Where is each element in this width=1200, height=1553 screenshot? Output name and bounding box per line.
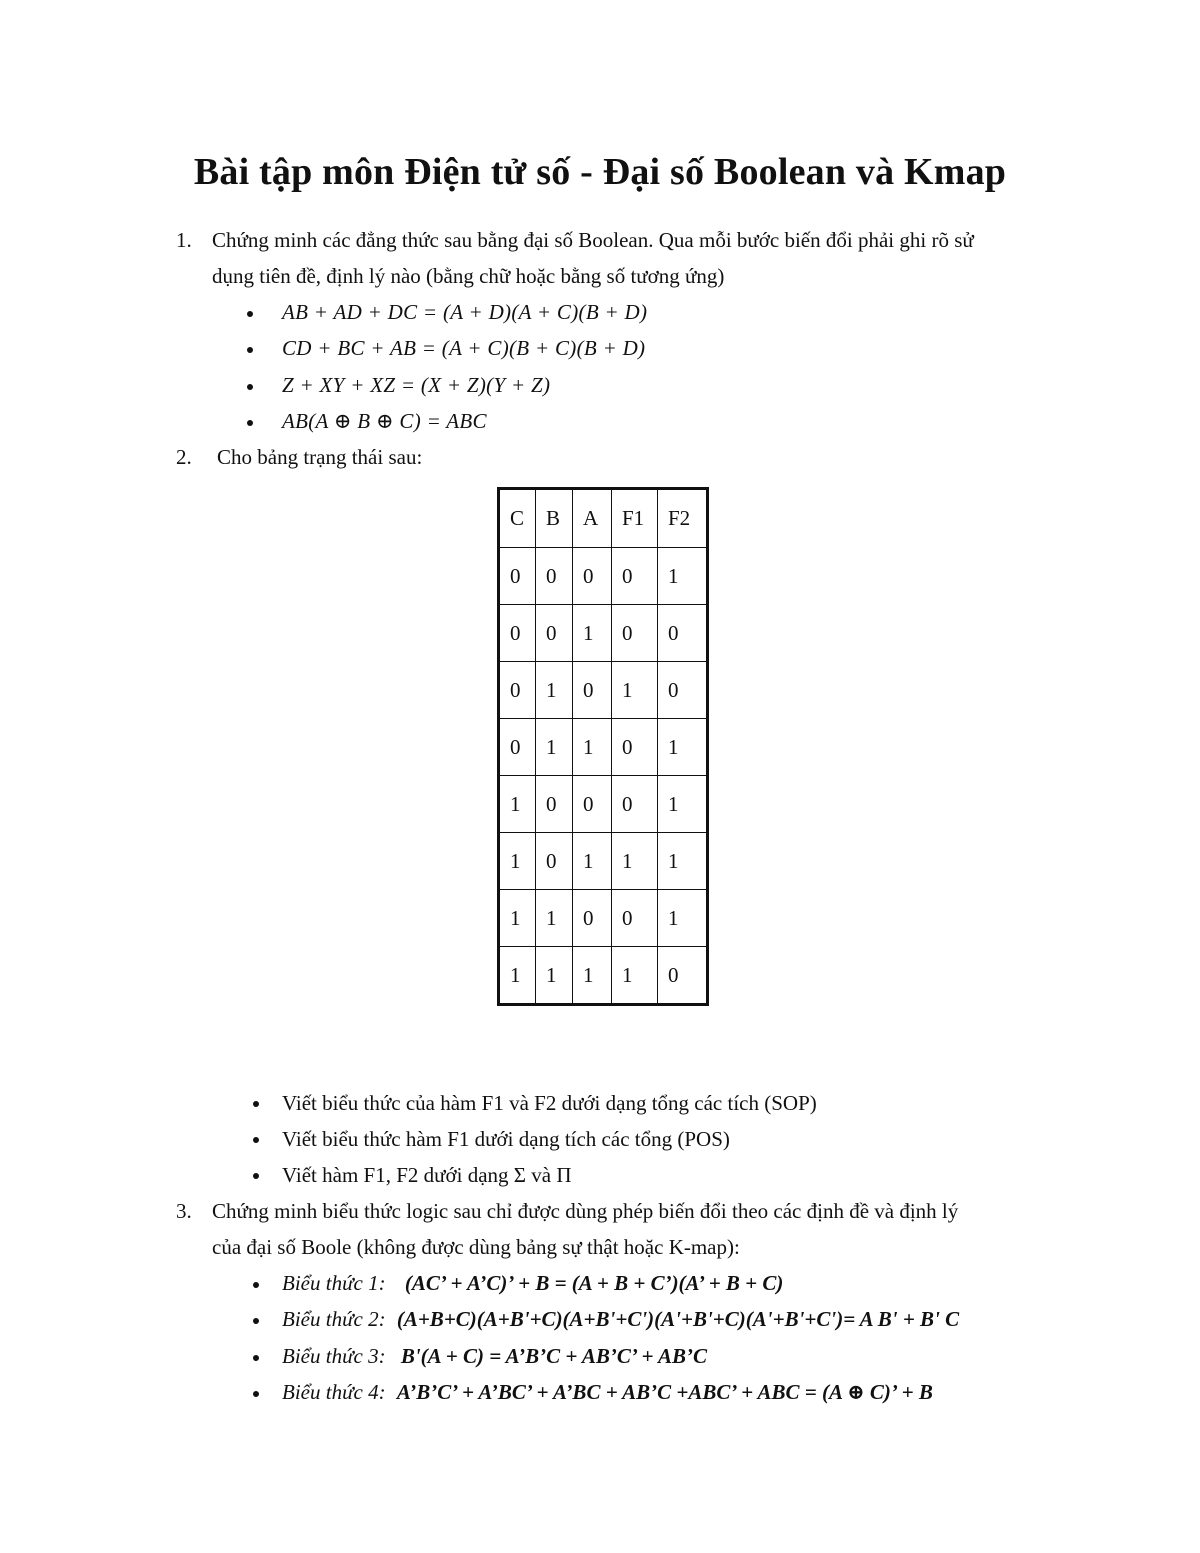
table-cell: 0 (536, 548, 573, 605)
bullet-icon (253, 1137, 259, 1143)
table-cell: 0 (658, 947, 708, 1005)
table-cell: 0 (612, 776, 658, 833)
table-cell: 1 (499, 890, 536, 947)
bullet-icon (253, 1391, 259, 1397)
table-row (499, 947, 708, 1005)
table-cell: 1 (536, 890, 573, 947)
table-row (499, 776, 708, 833)
bullet-icon (253, 1173, 259, 1179)
table-row (499, 548, 708, 605)
question-1-text-line2: dụng tiên đề, định lý nào (bằng chữ hoặc bằng số tương ứng) (212, 264, 725, 288)
table-cell: 0 (499, 719, 536, 776)
table-cell: 1 (573, 719, 612, 776)
table-cell: 1 (658, 833, 708, 890)
table-cell: 0 (499, 605, 536, 662)
table-cell: 1 (499, 947, 536, 1005)
table-cell: 1 (499, 833, 536, 890)
q3-expression-4-formula: A’B’C’ + A’BC’ + A’BC + AB’C +ABC’ + ABC = (A ⊕ C)’ + B (396, 1380, 933, 1404)
truth-table-header-row (499, 489, 708, 548)
table-cell: 0 (612, 890, 658, 947)
q3-expression-3-formula: B'(A + C) = A’B’C + AB’C’ + AB’C (400, 1344, 707, 1368)
table-row (499, 605, 708, 662)
table-cell: 0 (573, 662, 612, 719)
question-3-number: 3. (176, 1199, 192, 1223)
bullet-icon (253, 1318, 259, 1324)
q3-expression-1 (282, 1265, 783, 1301)
table-cell: 0 (536, 833, 573, 890)
table-cell: 0 (612, 605, 658, 662)
header-cell-a: A (573, 489, 612, 548)
table-cell: 1 (612, 947, 658, 1005)
header-cell-b: B (536, 489, 573, 548)
bullet-icon (247, 384, 253, 390)
q3-expression-3-label: Biểu thức 3: (282, 1344, 386, 1368)
q2-task-1: Viết biểu thức của hàm F1 và F2 dưới dạng tổng các tích (SOP) (282, 1091, 817, 1115)
table-cell: 1 (658, 890, 708, 947)
question-2-number: 2. (176, 445, 192, 469)
q3-expression-2-formula: (A+B+C)(A+B'+C)(A+B'+C')(A'+B'+C)(A'+B'+C')= A B' + B' C (396, 1307, 960, 1331)
table-cell: 1 (499, 776, 536, 833)
question-1-text-line1: Chứng minh các đẳng thức sau bằng đại số Boolean. Qua mỗi bước biến đổi phải ghi rõ sử (212, 228, 974, 252)
q3-expression-4-label: Biểu thức 4: (282, 1380, 386, 1404)
q1-identity-4: AB(A ⊕ B ⊕ C) = ABC (282, 409, 487, 433)
q3-expression-1-formula: (AC’ + A’C)’ + B = (A + B + C’)(A’ + B + C) (404, 1271, 784, 1295)
table-cell: 1 (573, 947, 612, 1005)
q1-identity-3: Z + XY + XZ = (X + Z)(Y + Z) (282, 373, 551, 397)
question-2-text: Cho bảng trạng thái sau: (217, 445, 423, 469)
table-cell: 0 (612, 719, 658, 776)
table-cell: 1 (573, 605, 612, 662)
table-cell: 0 (536, 605, 573, 662)
q3-expression-4 (282, 1374, 933, 1410)
q1-identity-1: AB + AD + DC = (A + D)(A + C)(B + D) (282, 300, 648, 324)
bullet-icon (247, 420, 253, 426)
header-cell-f1: F1 (612, 489, 658, 548)
q2-task-2: Viết biểu thức hàm F1 dưới dạng tích các tổng (POS) (282, 1127, 730, 1151)
q3-expression-2-label: Biểu thức 2: (282, 1307, 386, 1331)
table-row (499, 719, 708, 776)
question-3-text-line2: của đại số Boole (không được dùng bảng sự thật hoặc K-map): (212, 1235, 740, 1259)
table-cell: 1 (658, 719, 708, 776)
table-cell: 1 (536, 719, 573, 776)
table-cell: 1 (573, 833, 612, 890)
bullet-icon (253, 1101, 259, 1107)
question-1-number: 1. (176, 228, 192, 252)
q1-identity-2: CD + BC + AB = (A + C)(B + C)(B + D) (282, 336, 646, 360)
table-cell: 0 (573, 548, 612, 605)
table-cell: 1 (536, 662, 573, 719)
header-cell-f2: F2 (658, 489, 708, 548)
q3-expression-2 (282, 1301, 959, 1337)
table-cell: 0 (573, 776, 612, 833)
q2-task-3: Viết hàm F1, F2 dưới dạng Σ và Π (282, 1163, 572, 1187)
table-cell: 1 (658, 776, 708, 833)
table-cell: 0 (499, 662, 536, 719)
q3-expression-1-label: Biểu thức 1: (282, 1271, 386, 1295)
truth-table (497, 487, 709, 1006)
bullet-icon (253, 1282, 259, 1288)
table-cell: 1 (536, 947, 573, 1005)
q3-expression-3 (282, 1338, 707, 1374)
header-cell-c: C (499, 489, 536, 548)
table-cell: 1 (612, 833, 658, 890)
table-cell: 0 (612, 548, 658, 605)
bullet-icon (247, 311, 253, 317)
table-cell: 1 (658, 548, 708, 605)
table-cell: 0 (536, 776, 573, 833)
table-row (499, 662, 708, 719)
question-3-text-line1: Chứng minh biểu thức logic sau chỉ được dùng phép biến đổi theo các định đề và định lý (212, 1199, 959, 1223)
table-cell: 1 (612, 662, 658, 719)
table-cell: 0 (658, 662, 708, 719)
bullet-icon (253, 1355, 259, 1361)
table-row (499, 833, 708, 890)
table-row (499, 890, 708, 947)
table-cell: 0 (573, 890, 612, 947)
table-cell: 0 (499, 548, 536, 605)
table-cell: 0 (658, 605, 708, 662)
page-title: Bài tập môn Điện tử số - Đại số Boolean và Kmap (193, 151, 1007, 193)
bullet-icon (247, 347, 253, 353)
